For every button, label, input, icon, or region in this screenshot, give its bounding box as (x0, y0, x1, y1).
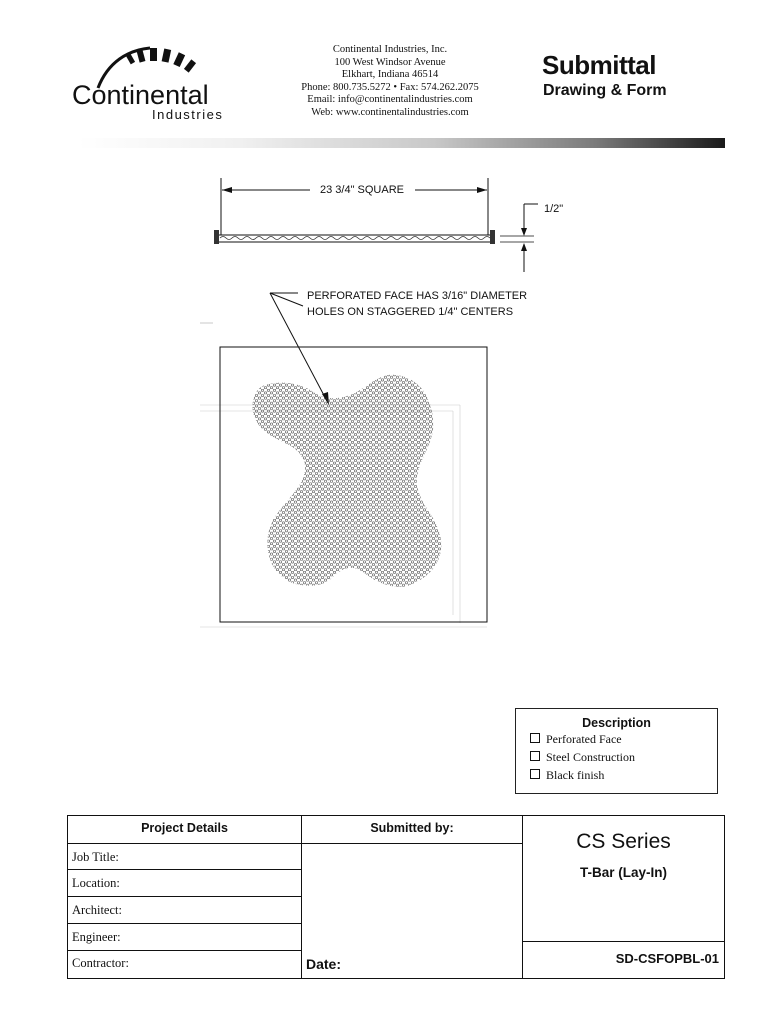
page-subtitle: Drawing & Form (543, 82, 667, 99)
address: 100 West Windsor Avenue (334, 56, 446, 68)
checkbox[interactable] (530, 733, 540, 743)
checkbox[interactable] (530, 751, 540, 761)
document-code: SD-CSFOPBL-01 (615, 951, 719, 966)
height-dimension: 1/2" (544, 203, 564, 215)
contact-block (290, 44, 490, 120)
description-title: Description (582, 716, 651, 730)
description-box (515, 708, 718, 794)
submitted-by-header: Submitted by: (370, 821, 454, 835)
description-item-label: Black finish (546, 768, 605, 782)
series-title: CS Series (576, 830, 671, 853)
email-link[interactable]: Email: info@continentalindustries.com (307, 94, 473, 106)
width-dimension: 23 3/4" SQUARE (320, 184, 404, 196)
description-item-label: Steel Construction (546, 750, 635, 764)
logo (70, 44, 240, 124)
job-title-field[interactable]: Job Title: (72, 850, 119, 864)
logo-sub: Industries (152, 107, 224, 122)
location-field[interactable]: Location: (72, 876, 120, 890)
phone-fax: Phone: 800.735.5272 • Fax: 574.262.2075 (301, 81, 479, 93)
checkbox[interactable] (530, 769, 540, 779)
description-item (530, 768, 604, 783)
header-gradient-bar (78, 138, 725, 148)
series-type: T-Bar (Lay-In) (579, 865, 667, 880)
city: Elkhart, Indiana 46514 (341, 69, 439, 81)
contractor-field[interactable]: Contractor: (72, 956, 129, 970)
description-item-label: Perforated Face (546, 732, 622, 746)
web-link[interactable]: Web: www.continentalindustries.com (311, 106, 469, 118)
date-field[interactable]: Date: (306, 956, 342, 972)
project-table (67, 815, 725, 979)
page-title: Submittal (542, 50, 656, 80)
logo-name: Continental (72, 80, 209, 110)
callout-line-2: HOLES ON STAGGERED 1/4" CENTERS (307, 306, 514, 318)
callout-line-1: PERFORATED FACE HAS 3/16" DIAMETER (307, 290, 528, 302)
project-details-header: Project Details (141, 821, 228, 835)
architect-field[interactable]: Architect: (72, 903, 122, 917)
engineer-field[interactable]: Engineer: (72, 930, 121, 944)
description-item (530, 750, 635, 765)
description-item (530, 732, 622, 747)
plan-view-drawing (195, 285, 495, 635)
company-name: Continental Industries, Inc. (332, 44, 448, 55)
